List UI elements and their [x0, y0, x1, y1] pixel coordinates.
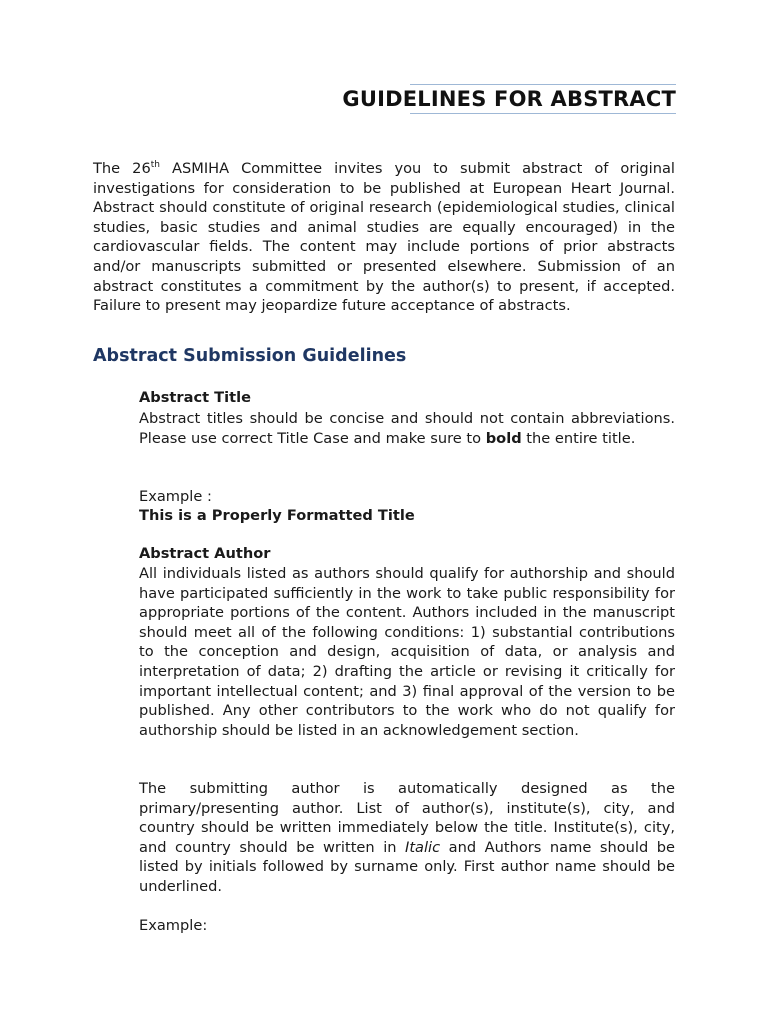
intro-ordinal-suffix: th	[150, 160, 160, 171]
abstract-author-heading: Abstract Author	[139, 545, 271, 562]
abstract-title-heading: Abstract Title	[139, 389, 251, 406]
title-rule-top	[410, 84, 676, 85]
abstract-title-text-after: the entire title.	[521, 429, 636, 447]
abstract-author-text-after: and Authors name should be listed by initials followed by surname only. First author name should be underlined.	[139, 838, 675, 895]
abstract-title-example-value: This is a Properly Formatted Title	[139, 507, 415, 524]
title-rule-bottom	[410, 113, 676, 114]
intro-text: ASMIHA Committee invites you to submit abstract of original investigations for consideration to be published at European Heart Journal. Abstract should constitute of original research (epidemiological studies, clinical studies, basic studies and animal studies are equally encouraged) in the cardiovascular fields. The content may include portions of prior abstracts and/or manuscripts submitted or presented elsewhere. Submission of an abstract constitutes a commitment by the author(s) to present, if accepted. Failure to present may jeopardize future acceptance of abstracts.	[93, 160, 675, 315]
page-title: GUIDELINES FOR ABSTRACT	[342, 87, 676, 111]
intro-ordinal: The 26	[93, 160, 151, 177]
section-heading: Abstract Submission Guidelines	[93, 346, 407, 366]
abstract-title-text-before: Abstract titles should be concise and should not contain abbreviations. Please use correct Title Case and make sure to	[139, 410, 675, 447]
abstract-title-paragraph	[139, 409, 675, 448]
intro-paragraph	[93, 159, 675, 316]
abstract-author-italic-word: Italic	[405, 838, 441, 856]
abstract-author-text-before: The submitting author is automatically designed as the primary/presenting author. List of author(s), institute(s), city, and country should be written immediately below the title. Institute(s), city, and country should be written in	[139, 780, 675, 856]
abstract-author-paragraph-2	[139, 779, 675, 897]
abstract-title-example-label: Example :	[139, 488, 212, 505]
abstract-title-bold-word: bold	[485, 429, 522, 447]
abstract-author-example-label: Example:	[139, 917, 208, 934]
abstract-author-paragraph-1: All individuals listed as authors should qualify for authorship and should have participated sufficiently in the work to take public responsibility for appropriate portions of the content. Authors included in the manuscript should meet all of the following conditions: 1) substantial contributions to the conception and design, acquisition of data, or analysis and interpretation of data; 2) drafting the article or revising it critically for important intellectual content; and 3) final approval of the version to be published. Any other contributors to the work who do not qualify for authorship should be listed in an acknowledgement section.	[139, 565, 675, 739]
